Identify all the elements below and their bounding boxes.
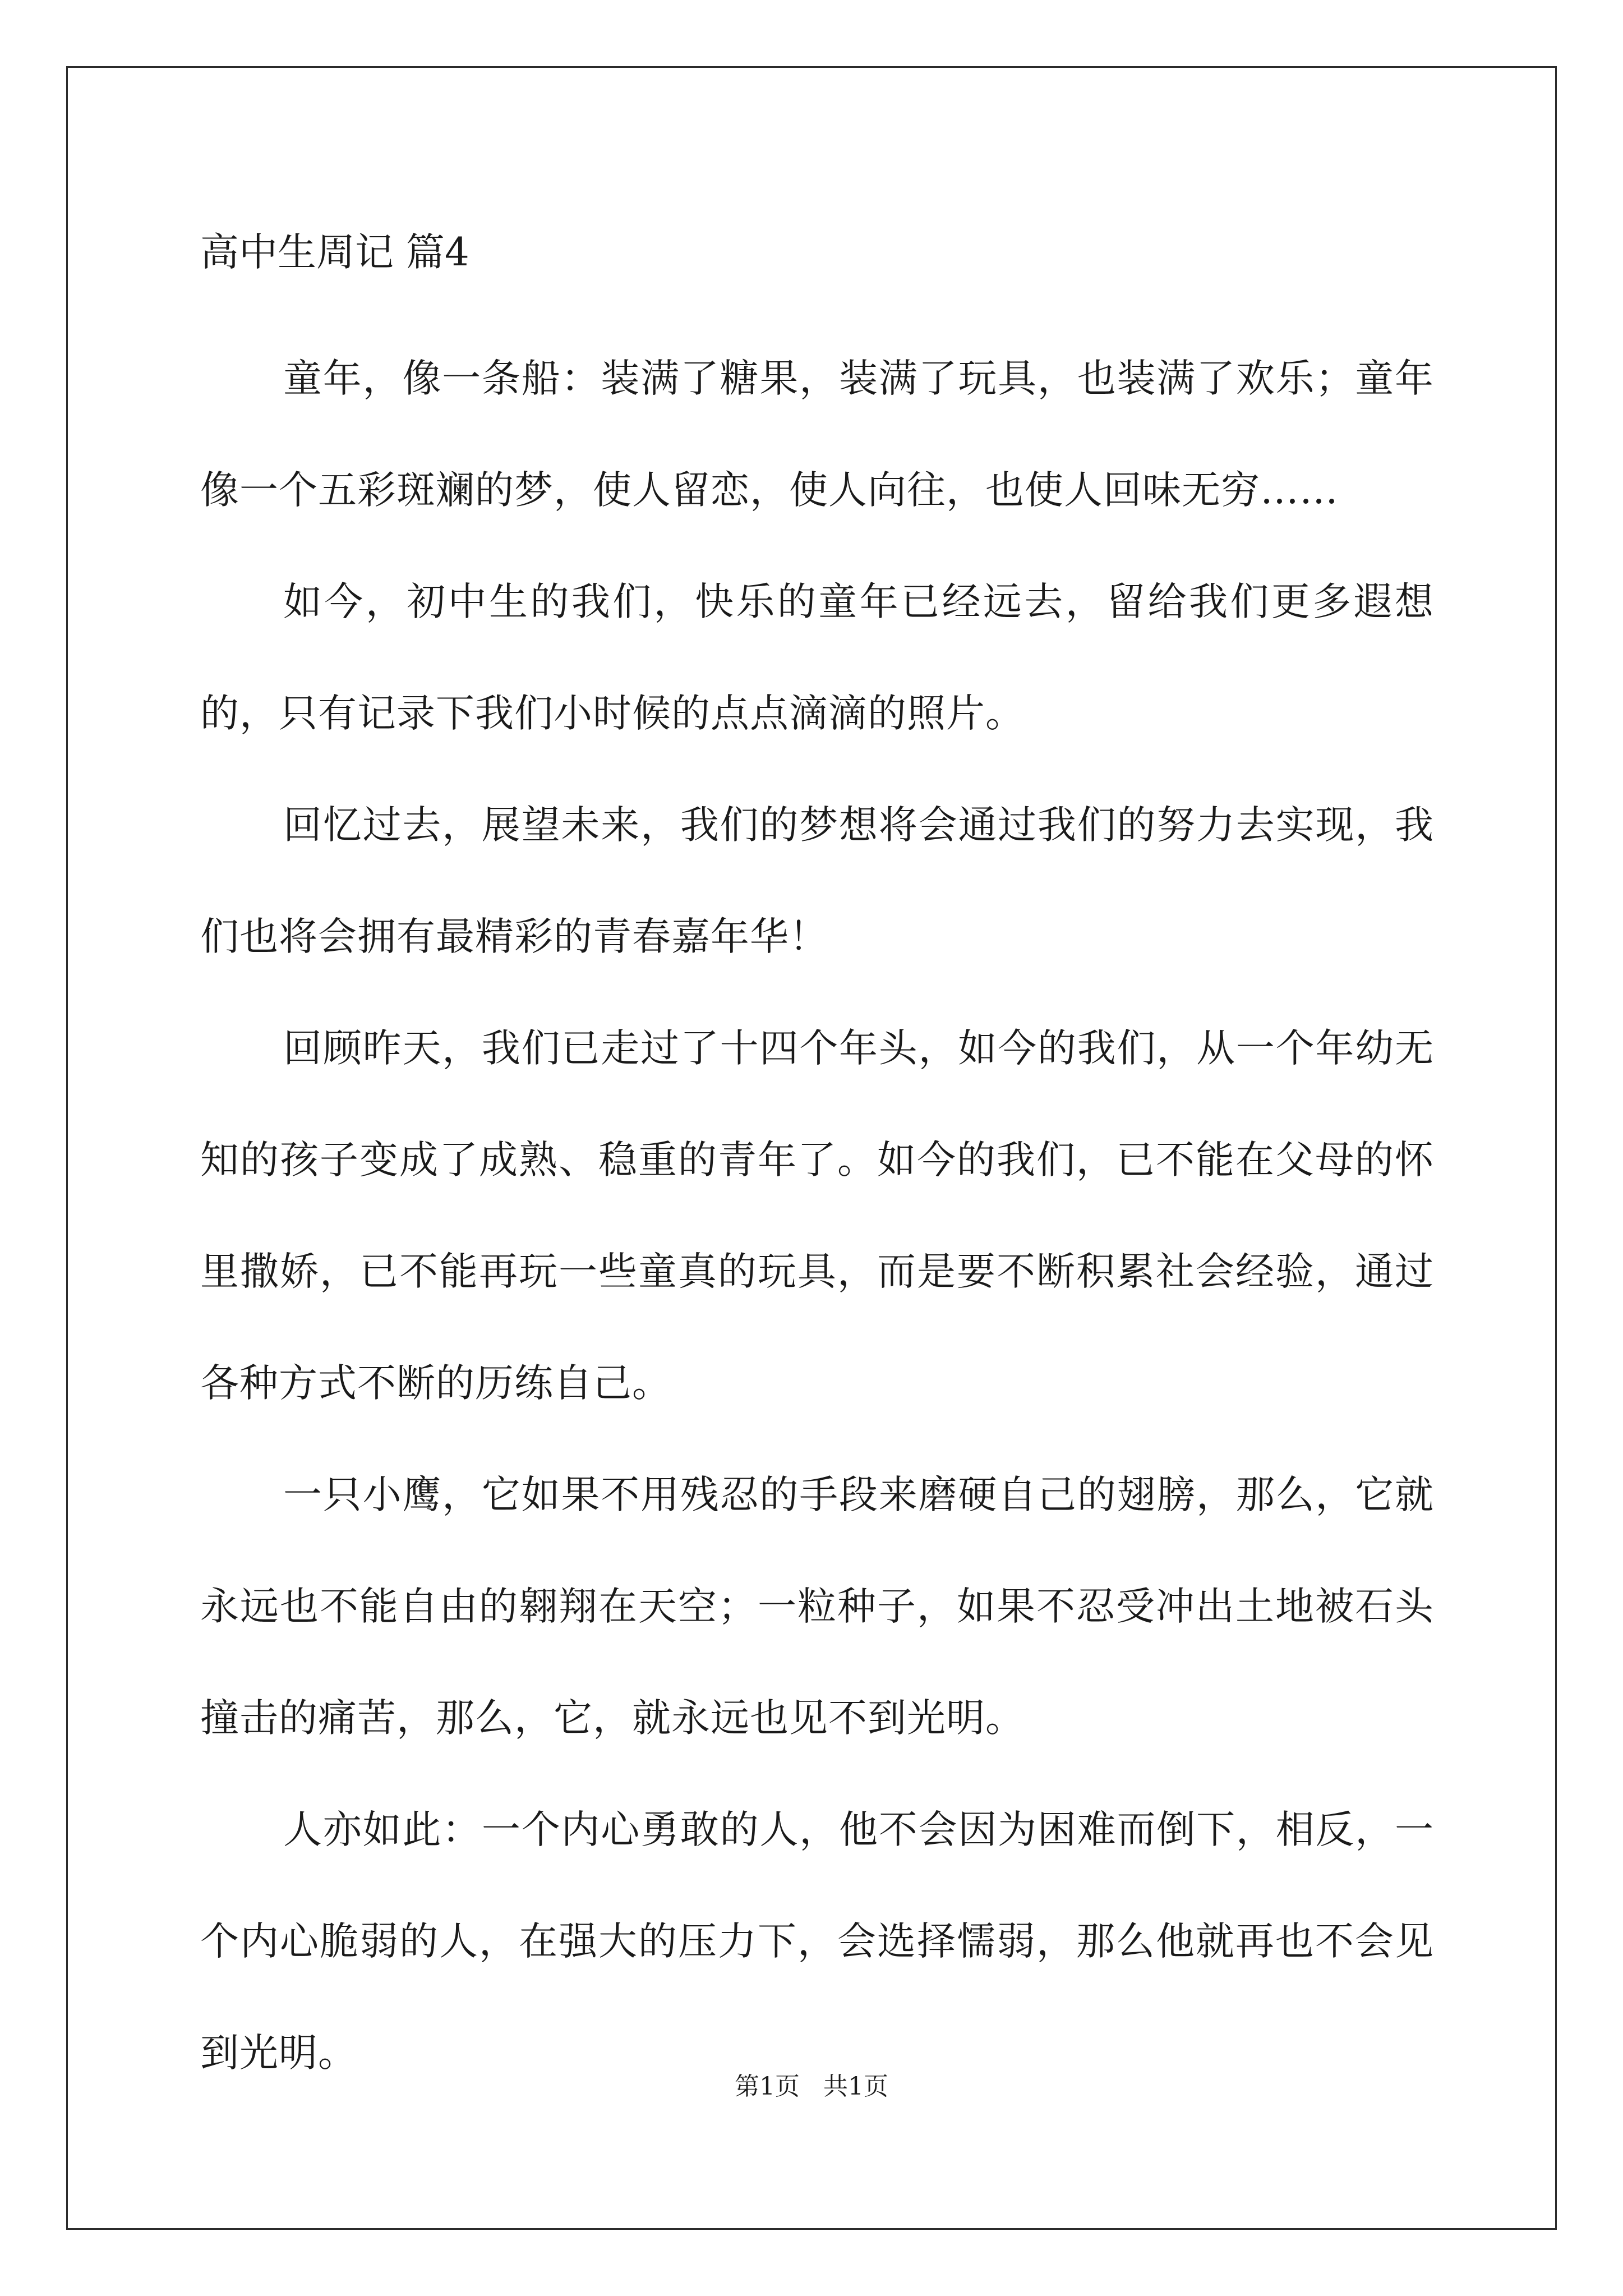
- document-title: 高中生周记 篇4: [200, 230, 469, 275]
- paragraph-2: 如今，初中生的我们，快乐的童年已经远去，留给我们更多遐想的，只有记录下我们小时候的点点滴滴的照片。: [200, 579, 1434, 736]
- paragraph-6: 人亦如此：一个内心勇敢的人，他不会因为困难而倒下，相反，一个内心脆弱的人，在强大的压力下，会选择懦弱，那么他就再也不会见到光明。: [200, 1807, 1434, 2076]
- paragraph-1: 童年，像一条船：装满了糖果，装满了玩具，也装满了欢乐；童年像一个五彩斑斓的梦，使人留恋，使人向往，也使人回味无穷……: [200, 356, 1434, 513]
- page-number-footer: 第1页 共1页: [735, 2072, 888, 2101]
- paragraph-4: 回顾昨天，我们已走过了十四个年头，如今的我们，从一个年幼无知的孩子变成了成熟、稳重的青年了。如今的我们，已不能在父母的怀里撒娇，已不能再玩一些童真的玩具，而是要不断积累社会经验，通过各种方式不断的历练自己。: [200, 1026, 1434, 1406]
- paragraph-5: 一只小鹰，它如果不用残忍的手段来磨硬自己的翅膀，那么，它就永远也不能自由的翱翔在天空；一粒种子，如果不忍受冲出土地被石头撞击的痛苦，那么，它，就永远也见不到光明。: [200, 1473, 1434, 1741]
- document-body: [200, 212, 1434, 2109]
- paragraph-3: 回忆过去，展望未来，我们的梦想将会通过我们的努力去实现，我们也将会拥有最精彩的青春嘉年华！: [200, 803, 1434, 959]
